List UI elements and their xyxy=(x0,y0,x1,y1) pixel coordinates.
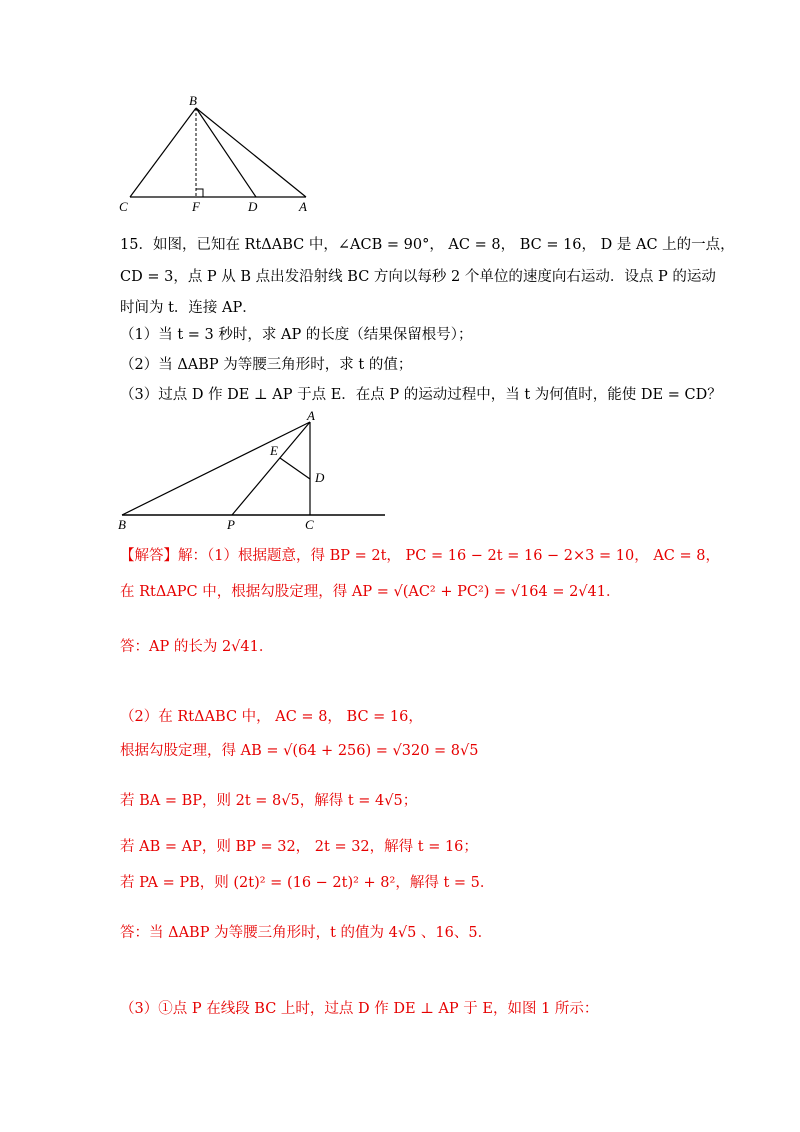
label-B: B xyxy=(189,93,197,108)
solution-part3-line1: （3）①点 P 在线段 BC 上时，过点 D 作 DE ⊥ AP 于 E，如图 1 所示： xyxy=(120,1001,599,1017)
label-E: E xyxy=(270,443,278,458)
solution-part2-case1: 若 BA = BP，则 2t = 8√5，解得 t = 4√5； xyxy=(120,793,418,809)
solution-part2-line2: 根据勾股定理，得 AB = √(64 + 256) = √320 = 8√5 xyxy=(120,743,479,759)
label-F: F xyxy=(192,199,200,214)
label-D: D xyxy=(315,470,325,485)
solution-part2-line1: （2）在 RtΔABC 中， AC = 8， BC = 16， xyxy=(120,709,423,725)
problem-line-2: CD = 3，点 P 从 B 点出发沿射线 BC 方向以每秒 2 个单位的速度向右运动．设点 P 的运动 xyxy=(120,269,716,285)
question-1: （1）当 t = 3 秒时，求 AP 的长度（结果保留根号）； xyxy=(120,327,473,343)
problem-line-1: 15．如图，已知在 RtΔABC 中，∠ACB = 90°， AC = 8， BC = 16， D 是 AC 上的一点， xyxy=(120,237,735,253)
question-3: （3）过点 D 作 DE ⊥ AP 于点 E．在点 P 的运动过程中，当 t 为何值时，能使 DE = CD？ xyxy=(120,387,722,403)
solution-part2-answer: 答：当 ΔABP 为等腰三角形时，t 的值为 4√5 、16、5． xyxy=(120,925,493,941)
problem-line-3: 时间为 t．连接 AP． xyxy=(120,300,257,316)
solution-part2-case2: 若 AB = AP，则 BP = 32， 2t = 32，解得 t = 16； xyxy=(120,839,478,855)
label-C: C xyxy=(119,199,128,214)
figure-2-triangle xyxy=(110,408,395,533)
solution-part2-case3: 若 PA = PB，则 (2t)² = (16 − 2t)² + 8²，解得 t = 5． xyxy=(120,875,495,891)
figure-1-triangle xyxy=(110,92,330,217)
label-D: D xyxy=(248,199,258,214)
label-B: B xyxy=(118,517,126,532)
label-C: C xyxy=(305,517,314,532)
solution-part1-line1: 【解答】解：（1）根据题意，得 BP = 2t， PC = 16 − 2t = 16 − 2×3 = 10， AC = 8， xyxy=(120,548,720,564)
label-A: A xyxy=(307,408,315,423)
label-A: A xyxy=(299,199,307,214)
label-P: P xyxy=(227,517,235,532)
solution-part1-answer: 答：AP 的长为 2√41． xyxy=(120,639,274,655)
solution-part1-line2: 在 RtΔAPC 中，根据勾股定理，得 AP = √(AC² + PC²) = √164 = 2√41． xyxy=(120,584,621,600)
question-2: （2）当 ΔABP 为等腰三角形时，求 t 的值； xyxy=(120,357,413,373)
